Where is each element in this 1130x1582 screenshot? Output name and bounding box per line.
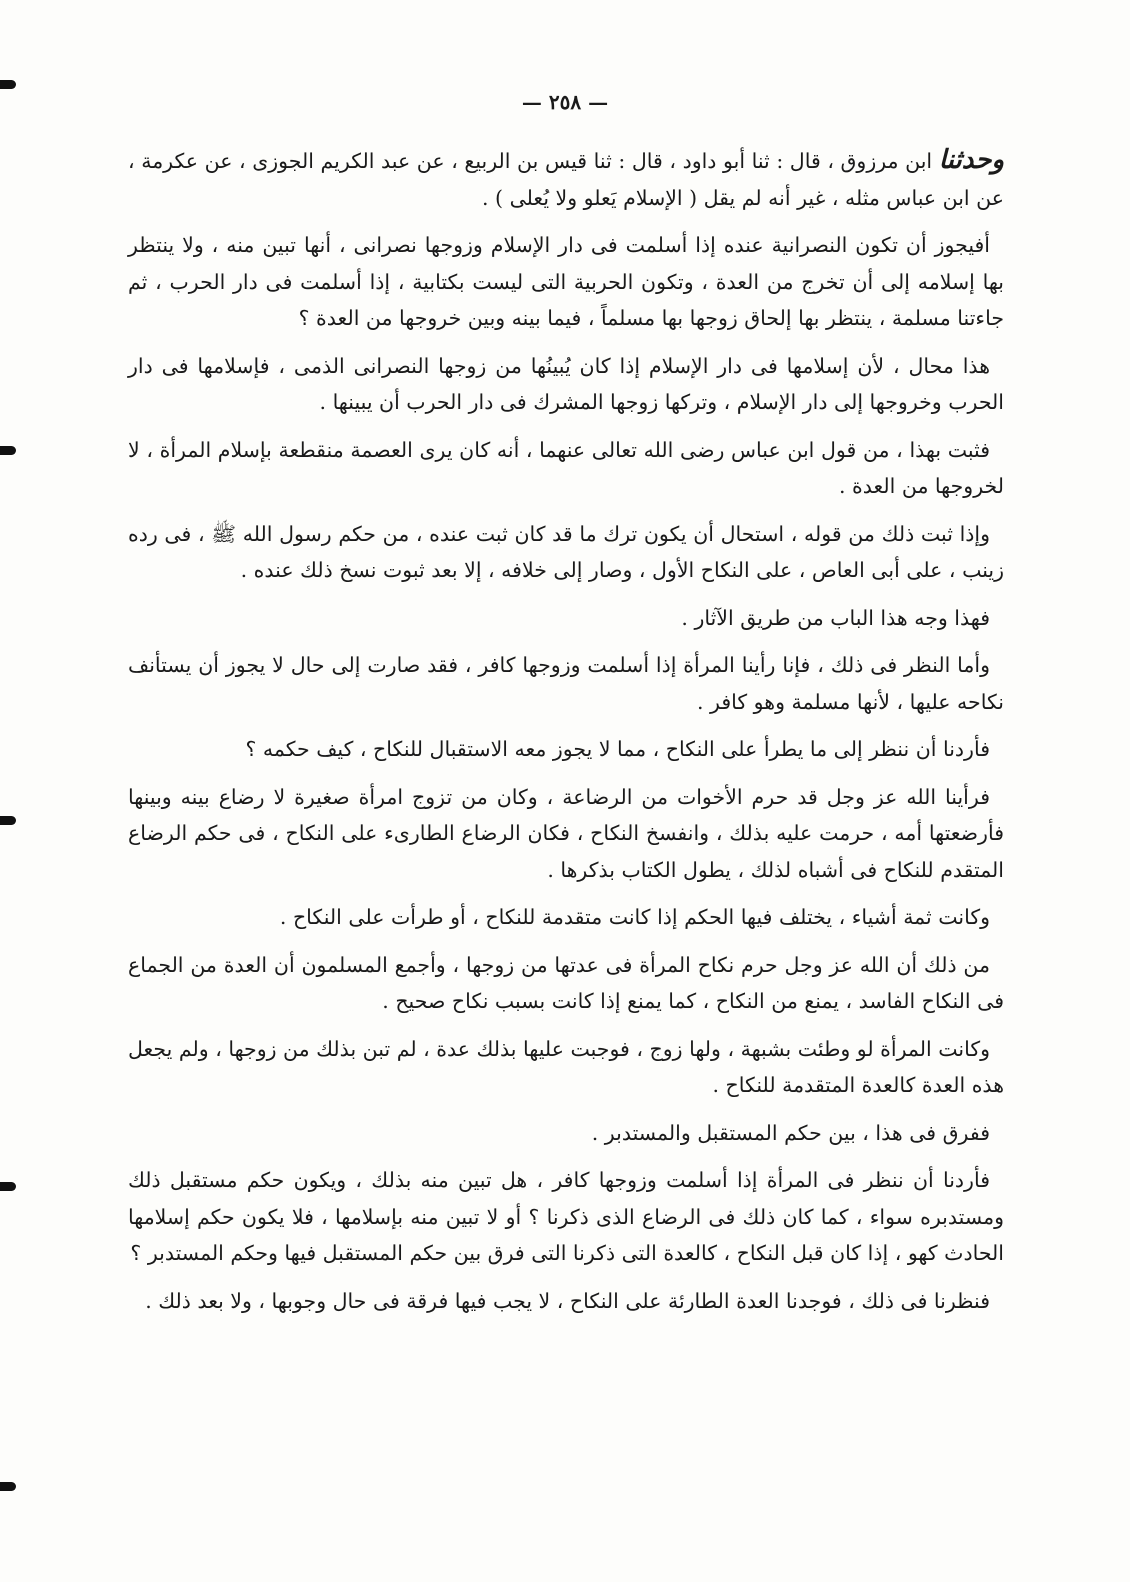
scan-edge-mark (0, 1182, 16, 1191)
paragraph: ففرق فى هذا ، بين حكم المستقبل والمستدبر . (591, 1120, 990, 1145)
paragraph: فأردنا أن ننظر إلى ما يطرأ على النكاح ، مما لا يجوز معه الاستقبال للنكاح ، كيف حكمه ؟ (245, 737, 990, 761)
paragraph: وكانت المرأة لو وطئت بشبهة ، ولها زوج ، فوجبت عليها بذلك عدة ، لم تبن بذلك من زوجها ، ولم يجعل هذه العدة كالعدة المتقدمة للنكاح . (128, 1036, 1004, 1097)
paragraph: وكانت ثمة أشياء ، يختلف فيها الحكم إذا كانت متقدمة للنكاح ، أو طرأت على النكاح . (279, 905, 990, 929)
scan-edge-mark (0, 816, 16, 825)
paragraph: فهذا وجه هذا الباب من طريق الآثار . (681, 605, 990, 630)
paragraph: وإذا ثبت ذلك من قوله ، استحال أن يكون ترك ما قد كان ثبت عنده ، من حكم رسول الله ﷺ ، فى رده زينب ، على أبى العاص ، على النكاح الأول ، وصار إلى خلافه ، إلا بعد ثبوت نسخ ذلك عنده . (128, 521, 1004, 582)
page-number: — ٢٥٨ — (521, 90, 609, 114)
paragraph: وأما النظر فى ذلك ، فإنا رأينا المرأة إذا أسلمت وزوجها كافر ، فقد صارت إلى حال لا يجوز أن يستأنف نكاحه عليها ، لأنها مسلمة وهو كافر . (128, 653, 1004, 714)
paragraph: فرأينا الله عز وجل قد حرم الأخوات من الرضاعة ، وكان من تزوج امرأة صغيرة لا رضاع بينه وبينها فأرضعتها أمه ، حرمت عليه بذلك ، وانفسخ النكاح ، فكان الرضاع الطارىء على النكاح ، فى حكم الرضاع المتقدم للنكاح فى أشباه لذلك ، يطول الكتاب بذكرها . (128, 784, 1004, 882)
paragraph: هذا محال ، لأن إسلامها فى دار الإسلام إذا كان يُبينُها من زوجها النصرانى الذمى ، فإسلامها فى دار الحرب وخروجها إلى دار الإسلام ، وتركها زوجها المشرك فى دار الحرب أن يبينها . (128, 353, 1004, 414)
paragraph: من ذلك أن الله عز وجل حرم نكاح المرأة فى عدتها من زوجها ، وأجمع المسلمون أن العدة من الجماع فى النكاح الفاسد ، يمنع من النكاح ، كما يمنع إذا كانت بسبب نكاح صحيح . (128, 952, 1004, 1013)
paragraph: فنظرنا فى ذلك ، فوجدنا العدة الطارئة على النكاح ، لا يجب فيها فرقة فى حال وجوبها ، ولا بعد ذلك . (145, 1288, 990, 1313)
paragraph: فأردنا أن ننظر فى المرأة إذا أسلمت وزوجها كافر ، هل تبين منه بذلك ، ويكون حكم مستقبل ذلك ومستدبره سواء ، كما كان ذلك فى الرضاع الذى ذكرنا ؟ أو لا تبين منه بإسلامها ، فلا يكون حكم إسلامها الحادث كهو ، إذا كان قبل النكاح ، كالعدة التى ذكرنا التى فرق بين حكم المستقبل فيها وحكم المستدبر ؟ (128, 1168, 1004, 1265)
paragraph: أفيجوز أن تكون النصرانية عنده إذا أسلمت فى دار الإسلام وزوجها نصرانى ، أنها تبين منه ، ولا ينتظر بها إسلامه إلى أن تخرج من العدة ، وتكون الحربية التى ليست بكتابية ، إذا أسلمت فى دار الحرب ، ثم جاءتنا مسلمة ، ينتظر بها إلحاق زوجها بها مسلماً ، فيما بينه وبين خروجها من العدة ؟ (128, 233, 1004, 330)
scan-edge-mark (0, 1482, 16, 1491)
scan-edge-mark (0, 80, 16, 89)
lead-word: وحدثنا (938, 145, 1004, 175)
page-body (128, 142, 1004, 1330)
paragraph: فثبت بهذا ، من قول ابن عباس رضى الله تعالى عنهما ، أنه كان يرى العصمة منقطعة بإسلام المرأة ، لا لخروجها من العدة . (128, 437, 1004, 498)
paragraph-text: ابن مرزوق ، قال : ثنا أبو داود ، قال : ثنا قيس بن الربيع ، عن عبد الكريم الجوزى ، عن عكرمة ، عن ابن عباس مثله ، غير أنه لم يقل ( الإسلام يَعلو ولا يُعلى ) . (128, 149, 1004, 210)
paragraph (128, 142, 1004, 216)
scan-edge-mark (0, 446, 16, 455)
